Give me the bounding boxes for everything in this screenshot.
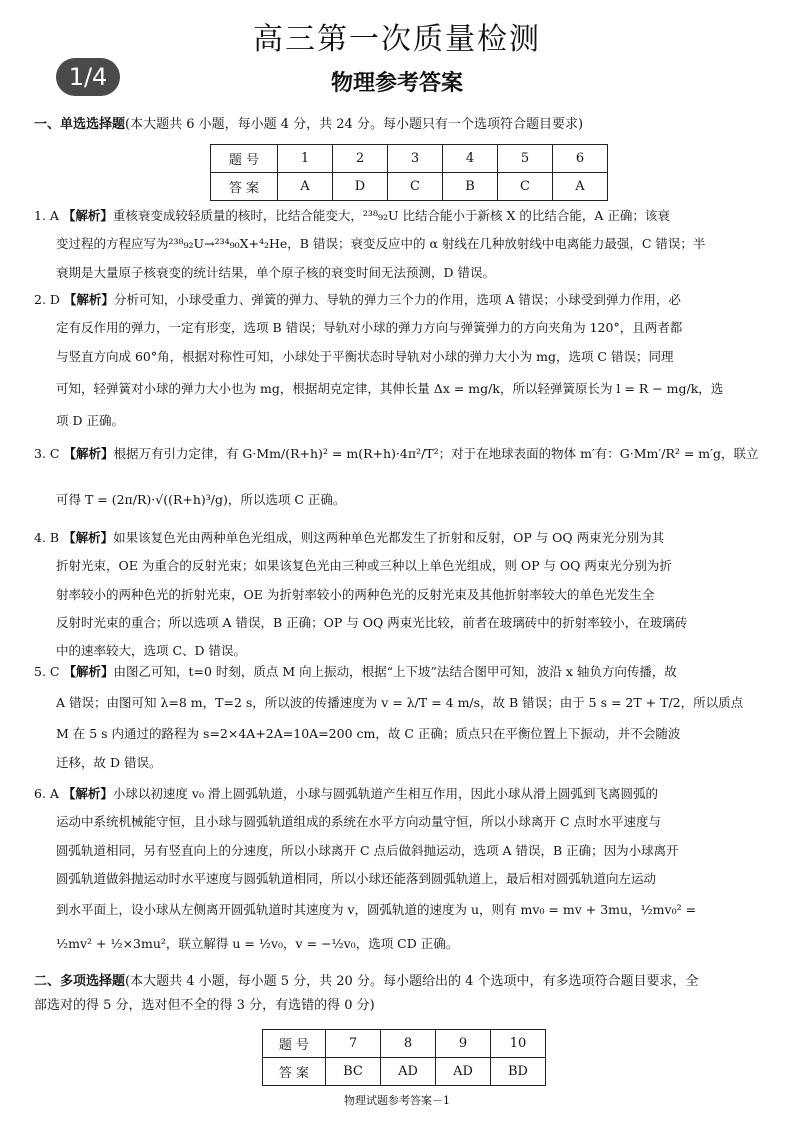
question-3-explanation: 3. C 【解析】根据万有引力定律，有 G·Mm/(R+h)² = m(R+h)·4π²/T²；对于在地球表面的物体 m′有：G·Mm′/R² = m′g，联立 可得 T = (2π/R)·√((R+h)³/g)，所以选项 C 正确。	[34, 446, 759, 508]
question-4-explanation: 4. B 【解析】如果该复色光由两种单色光组成，则这两种单色光都发生了折射和反射，OP 与 OQ 两束光分别为其 折射光束，OE 为重合的反射光束；如果该复色光由三种或三种以上单色光组成，则 OP 与 OQ 两束光分别为折 射率较小的两种色光的折射光束，OE 为折射率较小的两种色光的反射光束及其他折射率较大的单色光发生全 反射时光束的重合；所以选项 A 错误，B 正确；OP 与 OQ 两束光比较，前者在玻璃砖中的折射率较小，在玻璃砖 中的速率较大，选项 C、D 错误。	[34, 530, 688, 659]
answer-key-title: 物理参考答案	[330, 71, 463, 96]
exam-title: 高三第一次质量检测	[253, 22, 541, 57]
section1-heading: 一、单选选择题(本大题共 6 小题，每小题 4 分，共 24 分。每小题只有一个选项符合题目要求)	[34, 117, 584, 132]
table-row: 题 号 1 2 3 4 5 6	[211, 145, 608, 173]
question-5-explanation: 5. C 【解析】由图乙可知，t=0 时刻，质点 M 向上振动，根据“上下坡”法结合图甲可知，波沿 x 轴负方向传播，故 A 错误；由图可知 λ=8 m，T=2 s，所以波的传播速度为 v = λ/T = 4 m/s，故 B 错误；由于 5 s = 2T + T/2，所以质点 M 在 5 s 内通过的路程为 s=2×4A+2A=10A=200 cm，故 C 正确；质点只在平衡位置上下振动，并不会随波 迁移，故 D 错误。	[34, 664, 744, 770]
table-row: 答 案 BC AD AD BD	[263, 1058, 546, 1086]
question-2-explanation: 2. D 【解析】分析可知，小球受重力、弹簧的弹力、导轨的弹力三个力的作用，选项 A 错误；小球受到弹力作用，必 定有反作用的弹力，一定有形变，选项 B 错误；导轨对小球的弹力方向与弹簧弹力的方向夹角为 120°，且两者都 与竖直方向成 60°角，根据对称性可知，小球处于平衡状态时导轨对小球的弹力大小为 mg，选项 C 错误；同理 可知，轻弹簧对小球的弹力大小也为 mg，根据胡克定律，其伸长量 Δx = mg/k，所以轻弹簧原长为 l = R − mg/k，选 项 D 正确。	[34, 292, 724, 428]
section2-heading: 二、多项选择题(本大题共 4 小题，每小题 5 分，共 20 分。每小题给出的 4 个选项中，有多选项符合题目要求，全 部选对的得 5 分，选对但不全的得 3 分，有选错的得 0 分)	[34, 974, 699, 1013]
table-row: 答 案 A D C B C A	[211, 173, 608, 201]
question-6-explanation: 6. A 【解析】小球以初速度 v₀ 滑上圆弧轨道，小球与圆弧轨道产生相互作用，因此小球从滑上圆弧到飞离圆弧的 运动中系统机械能守恒，且小球与圆弧轨道组成的系统在水平方向动量守恒，所以小球离开 C 点时水平速度与 圆弧轨道相同，另有竖直向上的分速度，所以小球离开 C 点后做斜抛运动，选项 A 错误，B 正确；因为小球离开 圆弧轨道做斜抛运动时水平速度与圆弧轨道相同，所以小球还能落到圆弧轨道上，最后相对圆弧轨道向左运动 到水平面上，设小球从左侧离开圆弧轨道时其速度为 v，圆弧轨道的速度为 u，则有 mv₀ = mv + 3mu，½mv₀² = ½mv² + ½×3mu²，联立解得 u = ½v₀，v = −½v₀，选项 CD 正确。	[34, 786, 697, 952]
question-1-explanation: 1. A 【解析】重核衰变成较轻质量的核时，比结合能变大，²³⁸₉₂U 比结合能小于新核 X 的比结合能，A 正确；该衰 变过程的方程应写为²³⁸₉₂U→²³⁴₉₀X+⁴₂He，B 错误；衰变反应中的 α 射线在几种放射线中电离能力最强，C 错误；半 衰期是大量原子核衰变的统计结果，单个原子核的衰变时间无法预测，D 错误。	[34, 208, 706, 280]
section2-answer-table	[262, 1029, 546, 1086]
page-footer: 物理试题参考答案－1	[344, 1094, 450, 1107]
table-row: 题 号 7 8 9 10	[263, 1030, 546, 1058]
page-badge: 1/4	[56, 58, 120, 96]
section1-answer-table	[210, 144, 608, 201]
